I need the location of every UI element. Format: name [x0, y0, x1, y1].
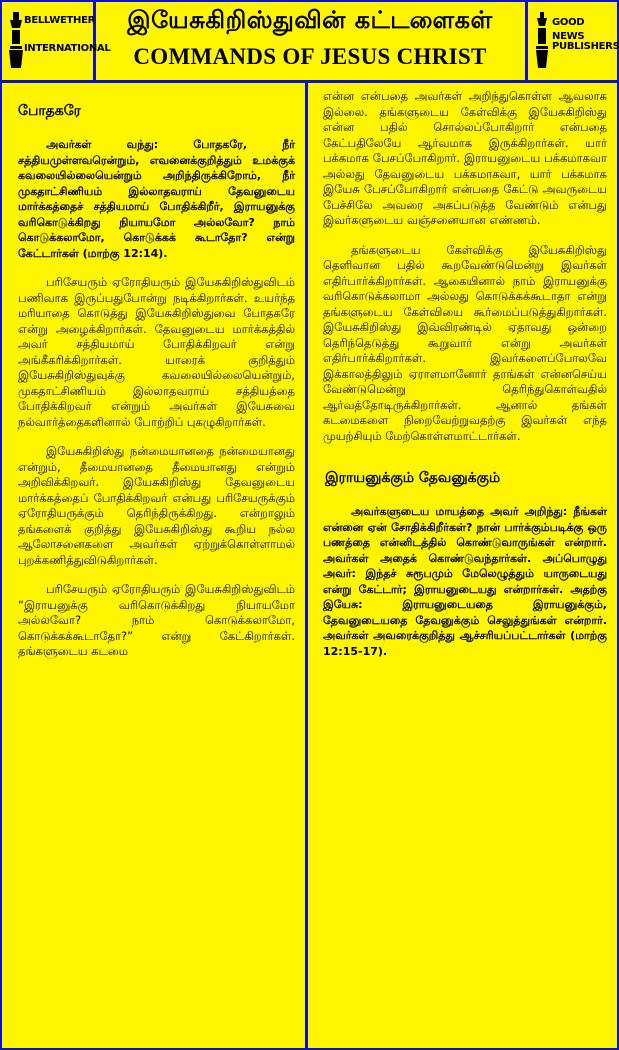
body-paragraph: தங்களுடைய கேள்விக்கு இயேசுகிறிஸ்து தெளிவான பதில் கூறவேண்டுமென்று இவர்கள் எதிர்பார்க்கிறார்கள். ஆகையினால் நாம் இராயனுக்கு வரிகொடுக்கலாமா அல்லது கொடுக்கக்கூடாதா என்று தங்களுடைய கேள்வியை கூர்மைப்படுத்துகிறார்கள். இயேசுகிறிஸ்து இவ்விரண்டில் ஏதாவது ஒன்றை தெரிந்தெடுத்து கூறுவார் என்று அவர்கள் எதிர்பார்க்கிறார்கள். இவர்களைப்போலவே இக்காலத்திலும் ஏராளமானோர் தாங்கள் என்னசெய்ய வேண்டுமென்று தெரிந்துகொள்வதில் ஆர்வத்தோடிருக்கிறார்கள். ஆனால் தங்கள் கடமைகளை நிறைவேற்றுவதற்கு இவர்கள் எந்த முயற்சியும் மேற்கொள்ளமாட்டார்கள்.	[323, 242, 607, 443]
section-heading: போதகரே	[18, 103, 81, 119]
scripture-quote: அவர்கள் வந்து: போதகரே, நீர் சத்தியமுள்ளவரென்றும், எவனைக்குறித்தும் உமக்குக் கவலையில்லையென்றும் அறிந்திருக்கிறோம், நீர் முகதாட்சிணியம் இல்லாதவராய் தேவனுடைய மார்க்கத்தைச் சத்தியமாய் போதிக்கிறீர், இராயனுக்கு வரிகொடுக்கிறது நியாயமோ அல்லவோ? நாம் கொடுக்கலாமோ, கொடுக்கக் கூடாதோ? என்று கேட்டார்கள் (மாற்கு 12:14).	[18, 138, 295, 260]
logo-text-line2: INTERNATIONAL	[24, 43, 111, 54]
header-banner	[2, 2, 617, 83]
bell-tower-icon	[534, 12, 550, 70]
right-column	[311, 83, 617, 1048]
body-paragraph: என்ன என்பதை அவர்கள் அறிந்துகொள்ள ஆவலாக இல்லை. தங்களுடைய கேள்விக்கு இயேசுகிறிஸ்து என்ன பதில் சொல்லப்போகிறார் என்பதை கேட்பதிலேயே ஆர்வமாக இருக்கிறார்கள். யார் பக்கமாக பேசப்போகிறார். இராயனுடைய பக்கமாகவா அல்லது தேவனுடைய பக்கமாகவா, யார் பக்கமாக இயேசு பேசப்போகிறார் என்பதை கேட்டு அவருடைய பேச்சிலே அவரை அகப்படுத்த வேண்டும் என்பது இவர்களுடைய வஞ்சனையான எண்ணம்.	[323, 89, 607, 227]
logo-text-line1: BELLWETHER	[24, 15, 96, 26]
good-news-logo	[525, 2, 617, 80]
body-paragraph: பரிசேயரும் ஏரோதியரும் இயேசுகிறிஸ்துவிடம் “இராயனுக்கு வரிகொடுக்கிறது நியாயமோ அல்லவோ? நாம் கொடுக்கலாமோ, கொடுக்கக்கூடாதோ?” என்று கேட்கிறார்கள். தங்களுடைய கடமை	[18, 582, 295, 658]
body-paragraph: இயேசுகிறிஸ்து நன்மையானதை நன்மையானது என்றும், தீமையானதை தீமையானது என்றும் அறிவிக்கிறவர். இயேசுகிறிஸ்து தேவனுடைய மார்க்கத்தைப் போதிக்கிறவர் என்பது பரிசேயருக்கும் ஏரோதியருக்கும் தெரிந்திருக்கிறது. என்றாலும் தங்களைக் குறித்து இயேசுகிறிஸ்து கூறிய நல்ல ஆலோசனைகளை அவர்கள் ஏற்றுக்கொள்ளாமல் புறக்கணித்துவிடுகிறார்கள்.	[18, 444, 295, 567]
bellwether-logo	[2, 2, 111, 80]
left-column	[2, 83, 308, 1048]
logo-text-line1: GOOD NEWS	[552, 17, 585, 42]
logo-text-line2: PUBLISHERS	[552, 41, 619, 52]
bell-tower-icon	[8, 12, 24, 70]
section-heading: இராயனுக்கும் தேவனுக்கும்	[325, 470, 501, 486]
title-tamil: இயேசுகிறிஸ்துவின் கட்டளைகள்	[127, 6, 493, 34]
scripture-quote: அவர்களுடைய மாயத்தை அவர் அறிந்து: நீங்கள் என்னை ஏன் சோதிக்கிறீர்கள்? நான் பார்க்கும்படிக்கு ஒரு பணத்தை என்னிடத்தில் கொண்டுவாருங்கள் என்றார். அவர்கள் அதைக் கொண்டுவந்தார்கள். அப்பொழுது அவர்: இந்தச் சுரூபமும் மேலெழுத்தும் யாருடையது என்று கேட்டார்; இராயனுடையது என்றார்கள். அதற்கு இயேசு: இராயனுடையதை இராயனுக்கும், தேவனுடையதை தேவனுக்கும் செலுத்துங்கள் என்றார். அவர்கள் அவரைக்குறித்து ஆச்சரியப்பட்டார்கள் (மாற்கு 12:15-17).	[323, 505, 607, 658]
body-paragraph: பரிசேயரும் ஏரோதியரும் இயேசுகிறிஸ்துவிடம் பணிவாக இருப்பதுபோன்று நடிக்கிறார்கள். உயர்ந்த மரியாதை கொடுத்து இயேசுகிறிஸ்துவை போதகரே என்று அழைக்கிறார்கள். தேவனுடைய மார்க்கத்தில் அவர் சத்தியமாய் போதிக்கிறவர் என்று அங்கீகரிக்கிறார்கள். யாரைக் குறித்தும் இயேசுகிறிஸ்துவுக்கு கவலையில்லையென்றும், முகதாட்சிணியம் இல்லாதவராய் சத்தியத்தை போதிக்கிறவர் என்றும் அவர்கள் இயேசுவை நல்வார்த்தைகளினால் போற்றிப் புகழுகிறார்கள்.	[18, 275, 295, 429]
title-english: COMMANDS OF JESUS CHRIST	[133, 44, 487, 69]
